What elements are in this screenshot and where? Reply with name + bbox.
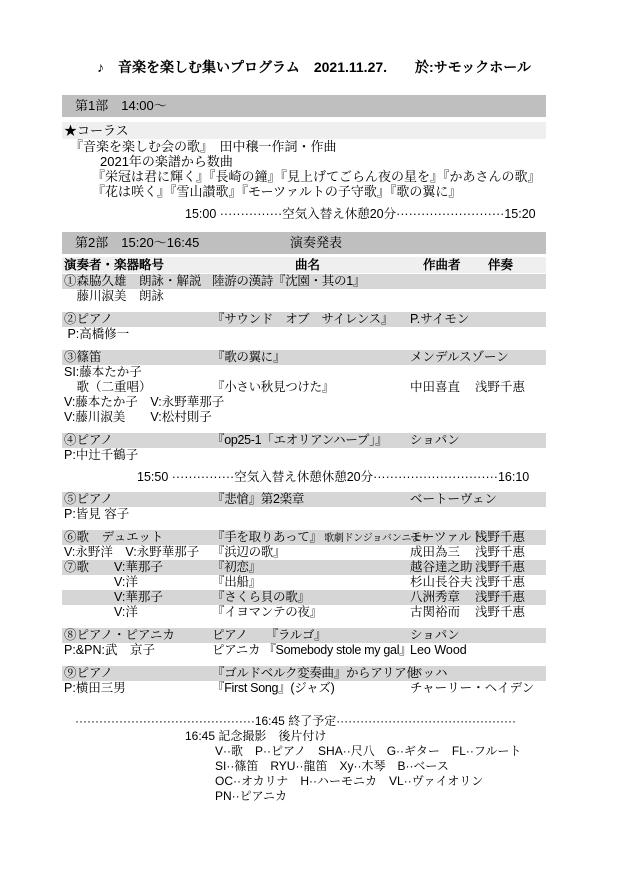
table-row bbox=[62, 380, 546, 395]
cell-piece: 『浜辺の歌』 bbox=[212, 545, 286, 559]
chorus-line: 『花は咲く』『雪山讃歌』『モーツァルトの子守歌』『歌の翼に』 bbox=[92, 184, 462, 199]
intermission-line: 15:50 ···············空気入替え休憩休憩20分······························16:10 bbox=[137, 470, 530, 484]
cell-accomp: 浅野千惠 bbox=[475, 575, 526, 589]
cell-composer: 成田為三 bbox=[410, 545, 461, 559]
row-gap bbox=[62, 522, 546, 530]
cell-performer: ④ピアノ bbox=[64, 433, 114, 447]
cell-composer: モーツァルト bbox=[410, 530, 484, 544]
cell-performer: ⑥歌 デュエット bbox=[64, 530, 164, 544]
cell-piece: 『イヨマンテの夜』 bbox=[212, 605, 322, 619]
cell-composer: Leo Wood bbox=[410, 643, 467, 657]
cell-composer: メンデルスゾーン bbox=[410, 350, 509, 364]
document-content bbox=[62, 0, 546, 804]
part1-banner: 第1部 14:00〜 bbox=[62, 95, 546, 117]
cell-piece: 『サウンド オブ サイレンス』 bbox=[212, 312, 394, 326]
cell-accomp: 浅野千惠 bbox=[475, 530, 526, 544]
cell-performer: V:藤本たか子 V:永野華那子 bbox=[64, 395, 225, 409]
table-row bbox=[62, 545, 546, 560]
cell-piece: 『op25-1「エオリアンハープ」』 bbox=[212, 433, 388, 447]
cell-piece: 『悲愴』第2楽章 bbox=[212, 492, 305, 506]
cell-piece: 陸游の漢詩『沈園・其の1』 bbox=[212, 274, 366, 288]
cell-accomp: 浅野千惠 bbox=[475, 590, 526, 604]
cell-piece: 『First Song』(ジャズ) bbox=[212, 681, 335, 695]
cell-performer: ⑧ピアノ・ピアニカ bbox=[64, 628, 175, 642]
table-row bbox=[62, 350, 546, 365]
table-row bbox=[62, 575, 546, 590]
cell-composer: ベートーヴェン bbox=[410, 492, 498, 506]
cell-performer: P:&PN:武 京子 bbox=[64, 643, 155, 657]
table-row bbox=[62, 410, 546, 425]
cell-composer: 古関裕而 bbox=[410, 605, 461, 619]
chorus-line: 『音楽を楽しむ会の歌』 田中穣一作詞・作曲 bbox=[70, 139, 337, 154]
cell-piece: 『出船』 bbox=[212, 575, 261, 589]
table-row bbox=[62, 274, 546, 289]
cell-performer: V:永野洋 V:永野華那子 bbox=[64, 545, 200, 559]
piece-note: 歌劇ドンジョバンニより bbox=[321, 533, 431, 544]
cell-performer: P:中辻千鶴子 bbox=[64, 448, 139, 462]
cell-performer: ①森脇久雄 朗詠・解説 bbox=[64, 274, 202, 288]
cell-piece: 『初恋』 bbox=[212, 560, 261, 574]
cell-performer: P:高橋修一 bbox=[64, 327, 130, 341]
cell-piece: 『ゴルドベルク変奏曲』からアリア他 bbox=[212, 666, 419, 680]
table-row bbox=[62, 681, 546, 696]
cell-accomp: 浅野千惠 bbox=[475, 560, 526, 574]
cell-piece: ピアニカ 『Somebody stole my gal』 bbox=[212, 643, 412, 657]
cell-performer: V:洋 bbox=[64, 605, 138, 619]
cell-composer: ショパン bbox=[410, 628, 460, 642]
cell-composer: 八洲秀章 bbox=[410, 590, 461, 604]
cell-piece: 『手を取りあって』 歌劇ドンジョバンニより bbox=[212, 530, 431, 544]
table-row bbox=[62, 492, 546, 507]
table-row bbox=[62, 312, 546, 327]
end-time-line: ·············································16:45 終了予定············································· bbox=[75, 714, 517, 728]
table-row bbox=[62, 448, 546, 463]
chorus-line: 2021年の楽譜から数曲 bbox=[100, 154, 233, 169]
legend-line: V··歌 P··ピアノ SHA··尺八 G··ギター FL··フルート bbox=[215, 744, 522, 758]
cell-composer: バッハ bbox=[410, 666, 448, 680]
part2-banner bbox=[62, 232, 546, 254]
cell-accomp: 浅野千惠 bbox=[475, 545, 526, 559]
legend-line: PN··ピアニカ bbox=[215, 789, 288, 803]
table-row bbox=[62, 628, 546, 643]
table-row bbox=[62, 289, 546, 304]
table-row bbox=[62, 560, 546, 575]
cell-accomp: 浅野千惠 bbox=[475, 605, 526, 619]
header-composer: 作曲者 bbox=[423, 258, 461, 272]
cell-piece: ピアノ 『ラルゴ』 bbox=[212, 628, 327, 642]
cell-performer: V:華那子 bbox=[64, 590, 163, 604]
cell-performer: 藤川淑美 朗詠 bbox=[64, 289, 165, 303]
cell-performer: P:横田三男 bbox=[64, 681, 126, 695]
photo-line: 16:45 記念撮影 後片付け bbox=[185, 729, 327, 743]
table-header-row bbox=[62, 257, 546, 273]
intermission-line: 15:00 ···············空気入替え休憩20分··························15:20 bbox=[185, 207, 536, 221]
table-row bbox=[62, 590, 546, 605]
part2-banner-subtitle: 演奏発表 bbox=[290, 235, 343, 250]
table-row bbox=[62, 507, 546, 522]
row-gap bbox=[62, 425, 546, 433]
legend-line: SI··篠笛 RYU··龍笛 Xy··木琴 B··ベース bbox=[215, 759, 449, 773]
chorus-heading: ★コーラス bbox=[62, 122, 546, 139]
cell-performer: 歌（二重唱） bbox=[64, 380, 152, 394]
header-piece: 曲名 bbox=[295, 258, 321, 272]
table-row bbox=[62, 327, 546, 342]
row-gap bbox=[62, 658, 546, 666]
row-gap bbox=[62, 342, 546, 350]
cell-composer: P.サイモン bbox=[410, 312, 470, 326]
cell-performer: P:皆見 容子 bbox=[64, 507, 130, 521]
cell-performer: ⑦歌 V:華那子 bbox=[64, 560, 163, 574]
table-row bbox=[62, 530, 546, 545]
table-row bbox=[62, 433, 546, 448]
table-row bbox=[62, 605, 546, 620]
table-row bbox=[62, 643, 546, 658]
cell-performer: V:藤川淑美 V:松村則子 bbox=[64, 410, 212, 424]
cell-piece: 『小さい秋見つけた』 bbox=[212, 380, 335, 394]
cell-piece: 『歌の翼に』 bbox=[212, 350, 286, 364]
table-row bbox=[62, 365, 546, 380]
cell-accomp: 浅野千惠 bbox=[475, 380, 526, 394]
row-gap bbox=[62, 620, 546, 628]
table-row bbox=[62, 666, 546, 681]
row-gap bbox=[62, 304, 546, 312]
cell-composer: 中田喜直 bbox=[410, 380, 461, 394]
cell-composer: 杉山長谷夫 bbox=[410, 575, 473, 589]
cell-composer: 越谷達之助 bbox=[410, 560, 473, 574]
cell-performer: V:洋 bbox=[64, 575, 138, 589]
legend-line: OC··オカリナ H··ハーモニカ VL··ヴァイオリン bbox=[215, 774, 484, 788]
table-row bbox=[62, 395, 546, 410]
cell-performer: ⑤ピアノ bbox=[64, 492, 114, 506]
cell-performer: ③篠笛 bbox=[64, 350, 102, 364]
chorus-line: 『栄冠は君に輝く』『長崎の鐘』『見上げてごらん夜の星を』『かあさんの歌』 bbox=[92, 169, 541, 184]
cell-performer: SI:藤本たか子 bbox=[64, 365, 142, 379]
cell-piece: 『さくら貝の歌』 bbox=[212, 590, 310, 604]
cell-performer: ②ピアノ bbox=[64, 312, 114, 326]
cell-composer: ショパン bbox=[410, 433, 460, 447]
cell-composer: チャーリー・ヘイデン bbox=[410, 681, 535, 695]
header-accomp: 伴奏 bbox=[488, 258, 514, 272]
program-rows bbox=[62, 274, 546, 696]
part2-banner-label: 第2部 15:20〜16:45 bbox=[75, 235, 200, 250]
cell-performer: ⑨ピアノ bbox=[64, 666, 114, 680]
header-performer: 演奏者・楽器略号 bbox=[64, 258, 165, 272]
page-title: ♪ 音楽を楽しむ集いプログラム 2021.11.27. 於:サモックホール bbox=[96, 59, 531, 75]
